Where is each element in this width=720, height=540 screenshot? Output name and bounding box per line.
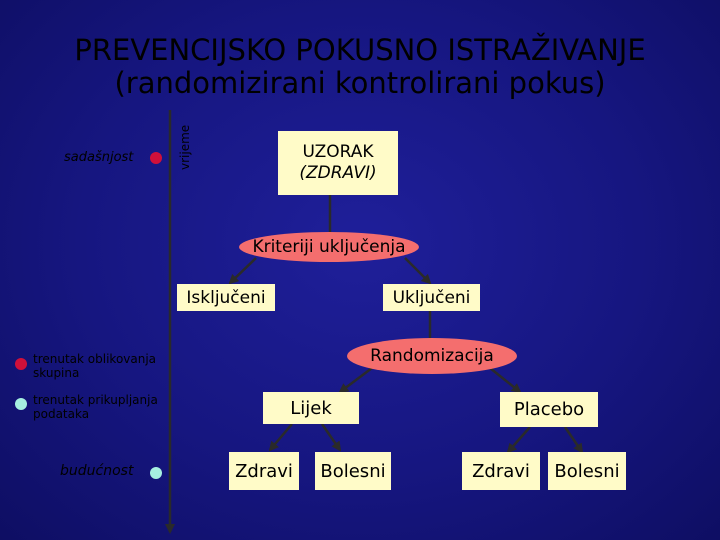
kriteriji-label: Kriteriji uključenja: [252, 237, 406, 257]
red-dot-icon: [15, 358, 27, 370]
connector-kriteriji-iskljuceni: [230, 258, 256, 283]
placebo-bolesni-box: [548, 452, 626, 490]
lijek-bolesni-label: Bolesni: [320, 460, 386, 482]
label-buducnost: budućnost: [60, 463, 134, 479]
connector-placebo-zdravi: [508, 427, 530, 452]
connector-lijek-bolesni: [322, 424, 340, 450]
connector-randomizacija-placebo: [490, 368, 520, 392]
ukljuceni-box: [383, 284, 480, 311]
title-line-2: (randomizirani kontrolirani pokus): [114, 66, 606, 100]
connector-placebo-bolesni: [565, 427, 582, 452]
time-axis-label: vrijeme: [178, 124, 192, 170]
placebo-bolesni-label: Bolesni: [554, 460, 620, 482]
lijek-zdravi-box: [229, 452, 299, 490]
uzorak-title: UZORAK: [302, 142, 374, 162]
placebo-zdravi-label: Zdravi: [472, 460, 530, 482]
cyan-dot-icon: [150, 467, 162, 479]
lijek-zdravi-label: Zdravi: [235, 460, 293, 482]
label-sadasnjost: sadašnjost: [64, 150, 134, 165]
randomizacija-ellipse: [347, 338, 517, 374]
lijek-bolesni-box: [315, 452, 391, 490]
placebo-box: [500, 392, 598, 427]
uzorak-box: [278, 131, 398, 195]
ukljuceni-label: Uključeni: [392, 287, 471, 308]
lijek-label: Lijek: [290, 397, 332, 419]
placebo-label: Placebo: [513, 399, 585, 420]
lijek-box: [263, 392, 359, 424]
placebo-zdravi-box: [462, 452, 540, 490]
connector-randomizacija-lijek: [340, 368, 372, 392]
red-dot-icon: [150, 152, 162, 164]
iskljuceni-box: [177, 284, 275, 311]
uzorak-subtitle: (ZDRAVI): [299, 163, 377, 183]
title-line-1: PREVENCIJSKO POKUSNO ISTRAŽIVANJE: [74, 33, 646, 67]
cyan-dot-icon: [15, 398, 27, 410]
connector-kriteriji-ukljuceni: [405, 258, 430, 283]
label-trenutak-prikupljanja: trenutak prikupljanja podataka: [33, 393, 158, 421]
connector-lijek-zdravi: [270, 424, 292, 450]
randomizacija-label: Randomizacija: [370, 346, 494, 366]
label-trenutak-oblikovanja: trenutak oblikovanja skupina: [33, 352, 157, 380]
kriteriji-ellipse: [239, 232, 419, 262]
iskljuceni-label: Isključeni: [186, 287, 266, 308]
